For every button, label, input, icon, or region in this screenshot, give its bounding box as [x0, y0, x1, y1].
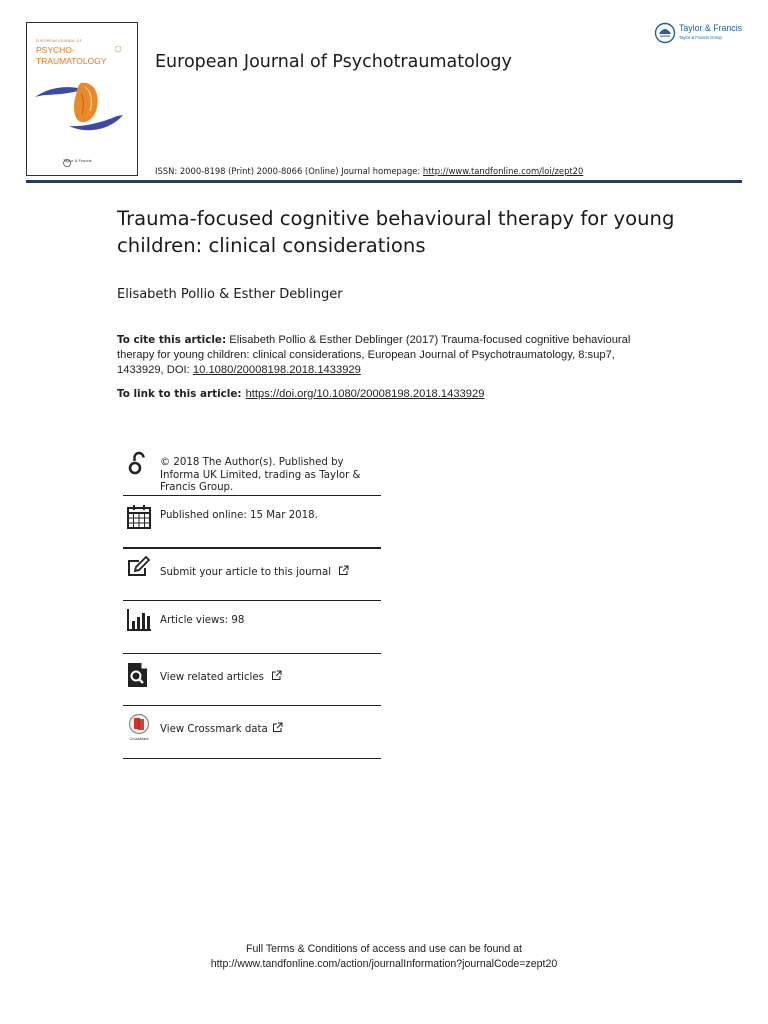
crossmark-icon: [125, 713, 153, 741]
crossmark-label[interactable]: View Crossmark data: [160, 724, 268, 735]
article-doi-link[interactable]: https://doi.org/10.1080/20008198.2018.1433929: [245, 388, 485, 400]
footer-terms-url[interactable]: http://www.tandfonline.com/action/journalInformation?journalCode=zept20: [210, 958, 558, 970]
citation-label: To cite this article:: [117, 334, 227, 346]
edit-icon: [125, 555, 153, 583]
related-articles-label[interactable]: View related articles: [160, 672, 264, 683]
cover-series-label: EUROPEAN JOURNAL OF: [36, 39, 82, 43]
taylor-francis-logo-icon: [654, 22, 676, 44]
info-divider: [123, 758, 381, 759]
calendar-icon: [125, 503, 153, 531]
published-online-text: Published online: 15 Mar 2018.: [160, 510, 318, 521]
info-divider: [123, 653, 381, 654]
external-link-icon: [338, 565, 349, 576]
journal-cover: [26, 22, 138, 176]
article-authors: Elisabeth Pollio & Esther Deblinger: [117, 287, 343, 302]
footer-terms-text: Full Terms & Conditions of access and use can be found at: [246, 943, 522, 955]
submit-article-link[interactable]: [160, 565, 349, 580]
citation-text: Elisabeth Pollio & Esther Deblinger (2017) Trauma-focused cognitive behavioural therapy for young children: clinical considerations, European Journal of Psychotraumatology, 8:sup7, 1433929, DOI:: [117, 334, 631, 376]
footer: [0, 942, 768, 972]
header-divider: [26, 180, 742, 183]
article-link-label: To link to this article:: [117, 388, 242, 400]
crossmark-badge-text: CrossMark: [129, 736, 149, 741]
external-link-icon: [272, 722, 283, 733]
journal-homepage-link[interactable]: http://www.tandfonline.com/loi/zept20: [422, 166, 584, 176]
article-link-block: [117, 388, 484, 400]
article-views-text: Article views: 98: [160, 615, 245, 626]
cover-title-line2: TRAUMATOLOGY: [36, 56, 107, 66]
cover-title-line1: PSYCHO-: [36, 45, 75, 55]
info-divider: [123, 547, 381, 549]
open-access-icon: [125, 449, 153, 477]
issn-text: ISSN: 2000-8198 (Print) 2000-8066 (Online) Journal homepage:: [155, 166, 423, 176]
citation-block: [117, 333, 637, 378]
related-articles-link[interactable]: [160, 670, 282, 685]
cover-publisher: Taylor & Francis: [63, 158, 92, 163]
info-divider: [123, 600, 381, 601]
info-divider: [123, 495, 381, 496]
crossmark-link[interactable]: [160, 722, 283, 737]
bar-chart-icon: [125, 606, 153, 634]
external-link-icon: [271, 670, 282, 681]
article-title: Trauma-focused cognitive behavioural therapy for young children: clinical considerations: [117, 207, 675, 257]
submit-article-label[interactable]: Submit your article to this journal: [160, 567, 332, 578]
publisher-logo-name: Taylor & Francis: [679, 23, 743, 33]
cover-artwork-icon: [27, 23, 138, 176]
license-text: © 2018 The Author(s). Published by Informa UK Limited, trading as Taylor & Francis Group.: [160, 457, 361, 493]
search-document-icon: [125, 661, 153, 689]
citation-doi-link[interactable]: 10.1080/20008198.2018.1433929: [192, 364, 361, 376]
journal-title: European Journal of Psychotraumatology: [155, 52, 512, 72]
publisher-logo-tagline: Taylor & Francis Group: [679, 35, 722, 40]
publisher-logo[interactable]: [654, 22, 754, 46]
info-divider: [123, 705, 381, 706]
issn-line: [155, 166, 583, 176]
